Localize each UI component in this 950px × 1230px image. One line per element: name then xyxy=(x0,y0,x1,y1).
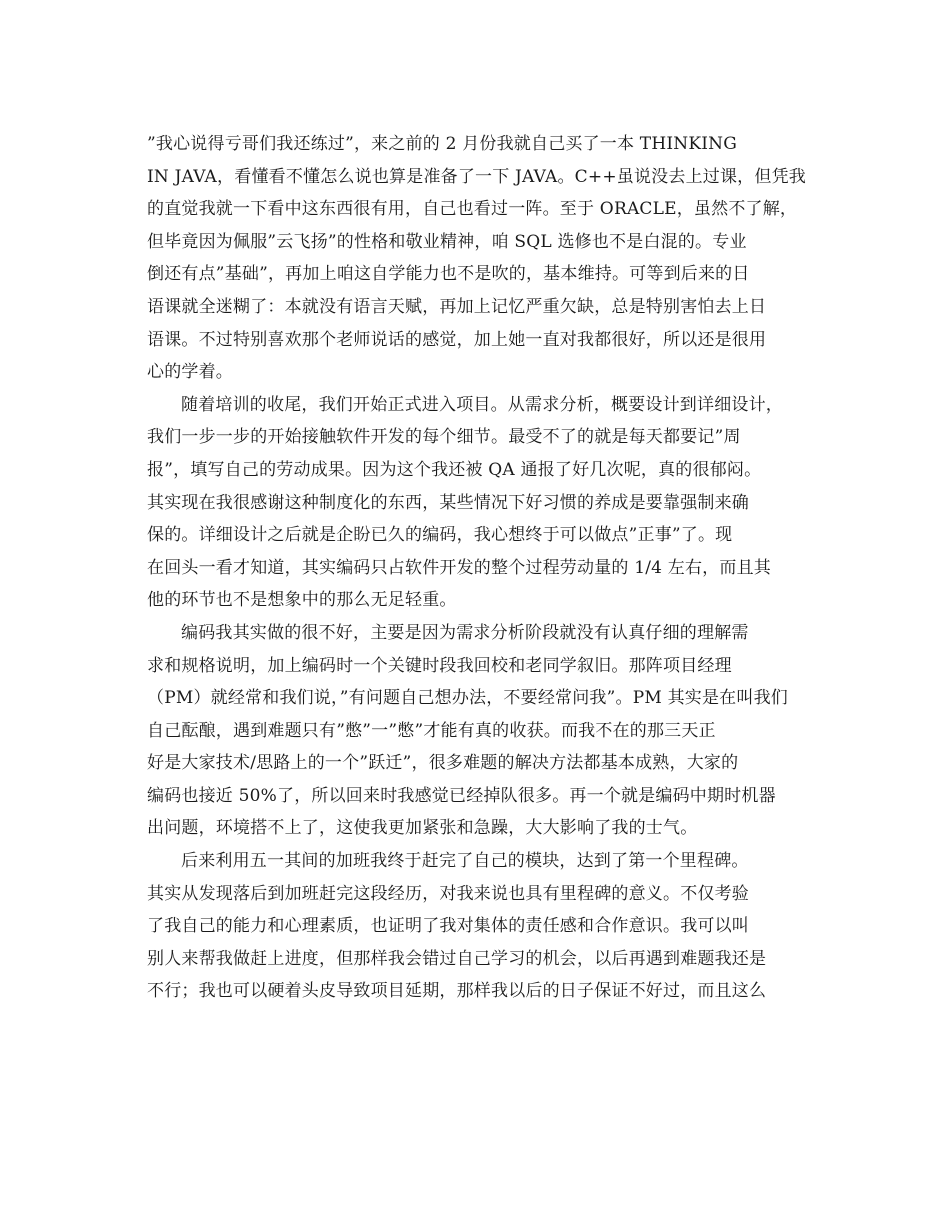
text-line: 倒还有点”基础”，再加上咱这自学能力也不是吹的，基本维持。可等到后来的日 xyxy=(147,264,750,285)
text-line: 了我自己的能力和心理素质，也证明了我对集体的责任感和合作意识。我可以叫 xyxy=(147,916,749,937)
text-line: 别人来帮我做赶上进度，但那样我会错过自己学习的机会，以后再遇到难题我还是 xyxy=(147,948,767,969)
text-line: 他的环节也不是想象中的那么无足轻重。 xyxy=(147,590,457,611)
text-line: 出问题，环境搭不上了，这使我更加紧张和急躁，大大影响了我的士气。 xyxy=(147,818,698,839)
document-body xyxy=(147,128,807,1008)
text-line: 在回头一看才知道，其实编码只占软件开发的整个过程劳动量的 1/4 左右，而且其 xyxy=(147,557,771,578)
text-line: （PM）就经常和我们说，”有问题自己想办法，不要经常问我”。PM 其实是在叫我们 xyxy=(147,688,788,709)
text-line: 自己酝酿，遇到难题只有”憋”一”憋”才能有真的收获。而我不在的那三天正 xyxy=(147,720,716,741)
text-line: 但毕竟因为佩服”云飞扬”的性格和敬业精神，咱 SQL 选修也不是白混的。专业 xyxy=(147,231,747,252)
text-line: 语课。不过特别喜欢那个老师说话的感觉，加上她一直对我都很好，所以还是很用 xyxy=(147,329,767,350)
paragraph-start-line: 编码我其实做的很不好，主要是因为需求分析阶段就没有认真仔细的理解需 xyxy=(181,622,749,643)
paragraph-start-line: 后来利用五一其间的加班我终于赶完了自己的模块，达到了第一个里程碑。 xyxy=(181,851,749,872)
text-line: 的直觉我就一下看中这东西很有用，自己也看过一阵。至于 ORACLE，虽然不了解， xyxy=(147,199,798,220)
text-line: ”我心说得亏哥们我还练过”，来之前的 2 月份我就自己买了一本 THINKING xyxy=(147,134,738,154)
text-line: 报”，填写自己的劳动成果。因为这个我还被 QA 通报了好几次呢，真的很郁闷。 xyxy=(147,459,762,480)
text-line: 其实现在我很感谢这种制度化的东西，某些情况下好习惯的养成是要靠强制来确 xyxy=(147,492,749,513)
text-line: 编码也接近 50%了，所以回来时我感觉已经掉队很多。再一个就是编码中期时机器 xyxy=(147,785,776,806)
text-line: 好是大家技术/思路上的一个”跃迁”，很多难题的解决方法都基本成熟，大家的 xyxy=(147,753,739,774)
text-line: 其实从发现落后到加班赶完这段经历，对我来说也具有里程碑的意义。不仅考验 xyxy=(147,883,749,904)
text-line: 我们一步一步的开始接触软件开发的每个细节。最受不了的就是每天都要记”周 xyxy=(147,427,741,448)
text-line: 语课就全迷糊了：本就没有语言天赋，再加上记忆严重欠缺，总是特别害怕去上日 xyxy=(147,296,767,317)
paragraph-start-line: 随着培训的收尾，我们开始正式进入项目。从需求分析，概要设计到详细设计， xyxy=(181,394,783,415)
text-line: IN JAVA，看懂看不懂怎么说也算是准备了一下 JAVA。C++虽说没去上过课，但凭我 xyxy=(147,166,806,187)
text-line: 保的。详细设计之后就是企盼已久的编码，我心想终于可以做点”正事”了。现 xyxy=(147,525,733,546)
text-line: 不行；我也可以硬着头皮导致项目延期，那样我以后的日子保证不好过，而且这么 xyxy=(147,981,767,1002)
text-line: 心的学着。 xyxy=(147,362,233,383)
text-line: 求和规格说明，加上编码时一个关键时段我回校和老同学叙旧。那阵项目经理 xyxy=(147,655,732,676)
